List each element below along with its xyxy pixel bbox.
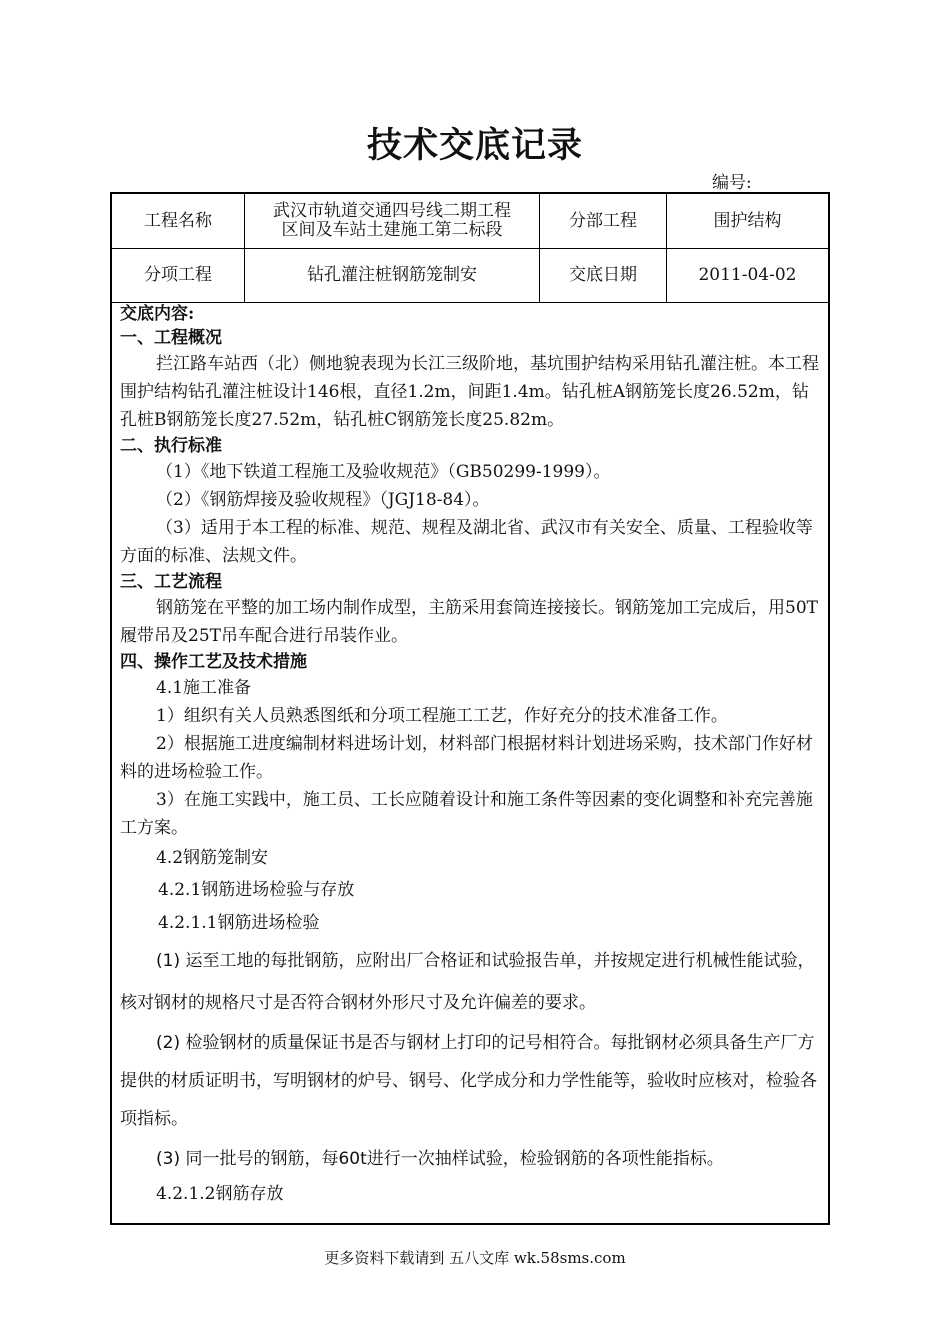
inspection-item-2: (2) 检验钢材的质量保证书是否与钢材上打印的记号相符合。每批钢材必须具备生产厂方提供的材质证明书，写明钢材的炉号、钢号、化学成分和力学性能等，验收时应核对，检验各项指标。 (120, 1033, 817, 1129)
process-paragraph: 钢筋笼在平整的加工场内制作成型，主筋采用套筒连接接长。钢筋笼加工完成后，用50T履带吊及25T吊车配合进行吊装作业。 (120, 598, 818, 646)
subitem-value: 钻孔灌注桩钢筋笼制安 (245, 248, 540, 302)
subitem-label: 分项工程 (112, 248, 245, 302)
project-name-label: 工程名称 (112, 194, 245, 248)
inspection-item-1: (1) 运至工地的每批钢筋，应附出厂合格证和试验报告单，并按规定进行机械性能试验，核对钢材的规格尺寸是否符合钢材外形尺寸及允许偏差的要求。 (120, 951, 815, 1013)
subsection-cage: 4.2钢筋笼制安 (156, 848, 269, 868)
subsection-inspection-storage: 4.2.1钢筋进场检验与存放 (158, 880, 355, 900)
overview-paragraph: 拦江路车站西（北）侧地貌表现为长江三级阶地，基坑围护结构采用钻孔灌注桩。本工程围护结构钻孔灌注桩设计146根，直径1.2m，间距1.4m。钻孔桩A钢筋笼长度26.52m，钻孔桩B钢筋笼长度27.52m，钻孔桩C钢筋笼长度25.82m。 (120, 354, 819, 430)
content-label: 交底内容: (120, 304, 195, 324)
section-heading-operations: 四、操作工艺及技术措施 (120, 652, 307, 672)
project-name-value (245, 194, 540, 248)
date-value: 2011-04-02 (698, 264, 797, 285)
subsection-inspection: 4.2.1.1钢筋进场检验 (158, 913, 320, 933)
division-value: 围护结构 (713, 210, 782, 231)
subsection-storage: 4.2.1.2钢筋存放 (156, 1184, 284, 1204)
standard-item-3: （3）适用于本工程的标准、规范、规程及湖北省、武汉市有关安全、质量、工程验收等方面的标准、法规文件。 (120, 518, 813, 566)
disclosure-form (110, 192, 830, 1225)
project-name-line1: 武汉市轨道交通四号线二期工程 (273, 201, 511, 221)
footer-note: 更多资料下载请到 五八文库 wk.58sms.com (324, 1249, 626, 1267)
standard-item-1: （1）《地下铁道工程施工及验收规范》（GB50299-1999）。 (156, 462, 611, 482)
section-heading-standards: 二、执行标准 (120, 436, 222, 456)
division-label: 分部工程 (540, 194, 667, 248)
table-row-project (112, 194, 828, 249)
preparation-item-2: 2）根据施工进度编制材料进场计划，材料部门根据材料计划进场采购，技术部门作好材料的进场检验工作。 (120, 734, 813, 782)
project-name-line2: 区间及车站土建施工第二标段 (281, 220, 503, 240)
preparation-item-1: 1）组织有关人员熟悉图纸和分项工程施工工艺，作好充分的技术准备工作。 (156, 706, 728, 726)
inspection-item-3: (3) 同一批号的钢筋，每60t进行一次抽样试验，检验钢筋的各项性能指标。 (156, 1149, 724, 1169)
preparation-item-3: 3）在施工实践中，施工员、工长应随着设计和施工条件等因素的变化调整和补充完善施工方案。 (120, 790, 813, 838)
doc-number-label: 编号: (712, 173, 752, 193)
date-label: 交底日期 (540, 248, 667, 302)
section-heading-process: 三、工艺流程 (120, 572, 222, 592)
disclosure-content (120, 302, 824, 1208)
table-row-subitem (112, 248, 828, 303)
standard-item-2: （2）《钢筋焊接及验收规程》（JGJ18-84）。 (156, 490, 490, 510)
page-title: 技术交底记录 (366, 125, 583, 166)
section-heading-overview: 一、工程概况 (120, 328, 222, 348)
subsection-preparation: 4.1施工准备 (156, 678, 252, 698)
